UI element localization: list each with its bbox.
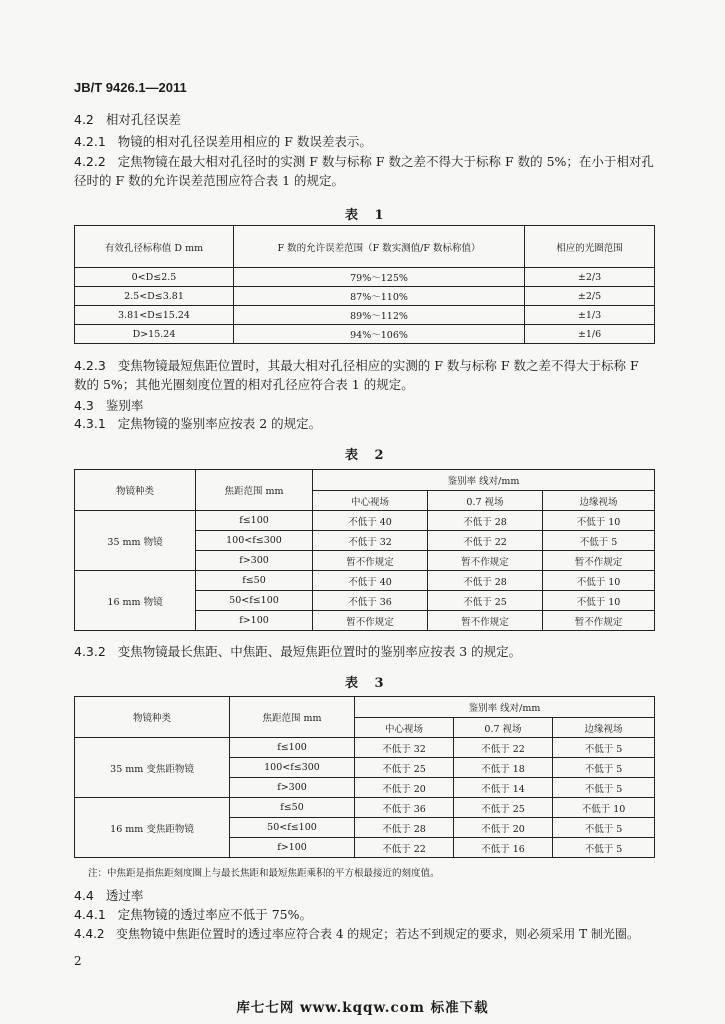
section-title: 透过率 — [105, 888, 144, 903]
table-cell: f≤50 — [196, 571, 313, 591]
header-cell: 物镜种类 — [75, 470, 196, 511]
header-cell: 鉴别率 线对/mm — [313, 470, 655, 491]
header-cell: 0.7 视场 — [454, 718, 553, 738]
table-cell: 不低于 40 — [313, 571, 428, 591]
table-cell: f>100 — [196, 611, 313, 631]
table-cell: f≤50 — [230, 798, 355, 818]
document-header-id: JB/T 9426.1—2011 — [74, 80, 187, 95]
section-number: 4.3 — [74, 398, 94, 413]
table-row — [75, 511, 655, 531]
table-cell: 不低于 18 — [454, 758, 553, 778]
table-cell: f>300 — [230, 778, 355, 798]
table-cell: ±2/3 — [525, 268, 655, 287]
table-cell: f>100 — [230, 838, 355, 858]
header-cell: 边缘视场 — [553, 718, 655, 738]
header-cell: 有效孔径标称值 D mm — [75, 226, 234, 268]
table-cell: 不低于 25 — [428, 591, 543, 611]
table-cell: 不低于 28 — [428, 511, 543, 531]
table-cell: 不低于 16 — [454, 838, 553, 858]
clause-4-2-3: 4.2.3 变焦物镜最短焦距位置时，其最大相对孔径相应的实测的 F 数与标称 F 数之差不得大于标称 F 数的 5%；其他光圈刻度位置的相对孔径应符合表 1 的规定。 — [74, 358, 639, 392]
page-number: 2 — [74, 954, 82, 968]
table-1 — [74, 225, 655, 344]
clause-4-2-1: 4.2.1 物镜的相对孔径误差用相应的 F 数误差表示。 — [74, 134, 372, 149]
table-cell: 0<D≤2.5 — [75, 268, 234, 287]
table-3-note: 注：中焦距是指焦距刻度圈上与最长焦距和最短焦距乘积的平方根最接近的刻度值。 — [88, 868, 440, 879]
section-title: 鉴别率 — [105, 398, 144, 413]
table-cell: 不低于 28 — [428, 571, 543, 591]
table-cell: 不低于 10 — [543, 571, 655, 591]
header-cell: 鉴别率 线对/mm — [355, 697, 655, 718]
header-cell: 焦距范围 mm — [230, 697, 355, 738]
table-cell: 79%～125% — [234, 268, 525, 287]
table-cell: 暂不作规定 — [543, 611, 655, 631]
table-cell: 不低于 40 — [313, 511, 428, 531]
section-4-2-heading — [74, 110, 181, 128]
table-cell: 不低于 22 — [454, 738, 553, 758]
table-cell: 87%～110% — [234, 287, 525, 306]
table-cell: 100<f≤300 — [196, 531, 313, 551]
clause-4-3-2: 4.3.2 变焦物镜最长焦距、中焦距、最短焦距位置时的鉴别率应按表 3 的规定。 — [74, 644, 522, 659]
table-cell: ±2/5 — [525, 287, 655, 306]
table-cell: 暂不作规定 — [428, 611, 543, 631]
table-2-caption: 表 2 — [345, 448, 390, 463]
table-row — [75, 738, 655, 758]
header-cell: 相应的光圈范围 — [525, 226, 655, 268]
table-cell: 不低于 32 — [313, 531, 428, 551]
header-cell: F 数的允许误差范围（F 数实测值/F 数标称值） — [234, 226, 525, 268]
table-cell: D>15.24 — [75, 325, 234, 344]
group-cell: 35 mm 变焦距物镜 — [75, 738, 230, 798]
table-cell: f≤100 — [230, 738, 355, 758]
group-cell: 16 mm 变焦距物镜 — [75, 798, 230, 858]
table-cell: 不低于 22 — [355, 838, 454, 858]
table-cell: 暂不作规定 — [313, 551, 428, 571]
table-cell: 不低于 22 — [428, 531, 543, 551]
table-cell: 不低于 10 — [543, 511, 655, 531]
header-cell: 边缘视场 — [543, 491, 655, 511]
table-cell: 暂不作规定 — [428, 551, 543, 571]
table-row — [75, 287, 655, 306]
table-row — [75, 571, 655, 591]
header-cell: 焦距范围 mm — [196, 470, 313, 511]
section-4-3-heading — [74, 396, 143, 414]
table-cell: f≤100 — [196, 511, 313, 531]
table-header-row — [75, 226, 655, 268]
clause-4-4-1: 4.4.1 定焦物镜的透过率应不低于 75%。 — [74, 907, 312, 922]
table-cell: 不低于 5 — [553, 758, 655, 778]
header-cell: 中心视场 — [355, 718, 454, 738]
table-row — [75, 798, 655, 818]
table-cell: 不低于 20 — [454, 818, 553, 838]
table-cell: 2.5<D≤3.81 — [75, 287, 234, 306]
table-cell: 不低于 5 — [553, 818, 655, 838]
clause-4-4-2: 4.4.2 变焦物镜中焦距位置时的透过率应符合表 4 的规定；若达不到规定的要求，则必须采用 T 制光圈。 — [74, 927, 639, 941]
table-cell: ±1/6 — [525, 325, 655, 344]
table-1-caption: 表 1 — [345, 208, 390, 223]
table-row — [75, 268, 655, 287]
section-4-4-heading — [74, 886, 143, 904]
table-header-row — [75, 470, 655, 491]
table-cell: 不低于 20 — [355, 778, 454, 798]
table-cell: f>300 — [196, 551, 313, 571]
clause-4-2-2: 4.2.2 定焦物镜在最大相对孔径时的实测 F 数与标称 F 数之差不得大于标称 F 数的 5%；在小于相对孔径时的 F 数的允许误差范围应符合表 1 的规定。 — [74, 154, 654, 188]
table-cell: 89%～112% — [234, 306, 525, 325]
table-cell: ±1/3 — [525, 306, 655, 325]
section-title: 相对孔径误差 — [105, 112, 181, 127]
table-cell: 不低于 5 — [553, 778, 655, 798]
table-cell: 不低于 32 — [355, 738, 454, 758]
table-cell: 不低于 28 — [355, 818, 454, 838]
table-cell: 不低于 36 — [313, 591, 428, 611]
table-cell: 不低于 5 — [553, 838, 655, 858]
table-cell: 50<f≤100 — [196, 591, 313, 611]
table-cell: 3.81<D≤15.24 — [75, 306, 234, 325]
table-3-caption: 表 3 — [345, 676, 390, 691]
table-cell: 不低于 25 — [355, 758, 454, 778]
table-cell: 不低于 10 — [543, 591, 655, 611]
table-row — [75, 306, 655, 325]
table-cell: 暂不作规定 — [313, 611, 428, 631]
table-row — [75, 325, 655, 344]
table-cell: 不低于 36 — [355, 798, 454, 818]
section-number: 4.2 — [74, 112, 94, 127]
table-header-row — [75, 697, 655, 718]
table-cell: 不低于 25 — [454, 798, 553, 818]
group-cell: 35 mm 物镜 — [75, 511, 196, 571]
group-cell: 16 mm 物镜 — [75, 571, 196, 631]
table-cell: 不低于 10 — [553, 798, 655, 818]
table-cell: 100<f≤300 — [230, 758, 355, 778]
header-cell: 中心视场 — [313, 491, 428, 511]
table-3 — [74, 696, 655, 858]
table-cell: 暂不作规定 — [543, 551, 655, 571]
section-number: 4.4 — [74, 888, 94, 903]
table-cell: 94%～106% — [234, 325, 525, 344]
footer-watermark: 库七七网 www.kqqw.com 标准下载 — [236, 1000, 489, 1016]
table-cell: 不低于 5 — [553, 738, 655, 758]
table-2 — [74, 469, 655, 631]
table-cell: 50<f≤100 — [230, 818, 355, 838]
header-cell: 0.7 视场 — [428, 491, 543, 511]
clause-4-3-1: 4.3.1 定焦物镜的鉴别率应按表 2 的规定。 — [74, 416, 322, 431]
table-cell: 不低于 14 — [454, 778, 553, 798]
header-cell: 物镜种类 — [75, 697, 230, 738]
table-cell: 不低于 5 — [543, 531, 655, 551]
